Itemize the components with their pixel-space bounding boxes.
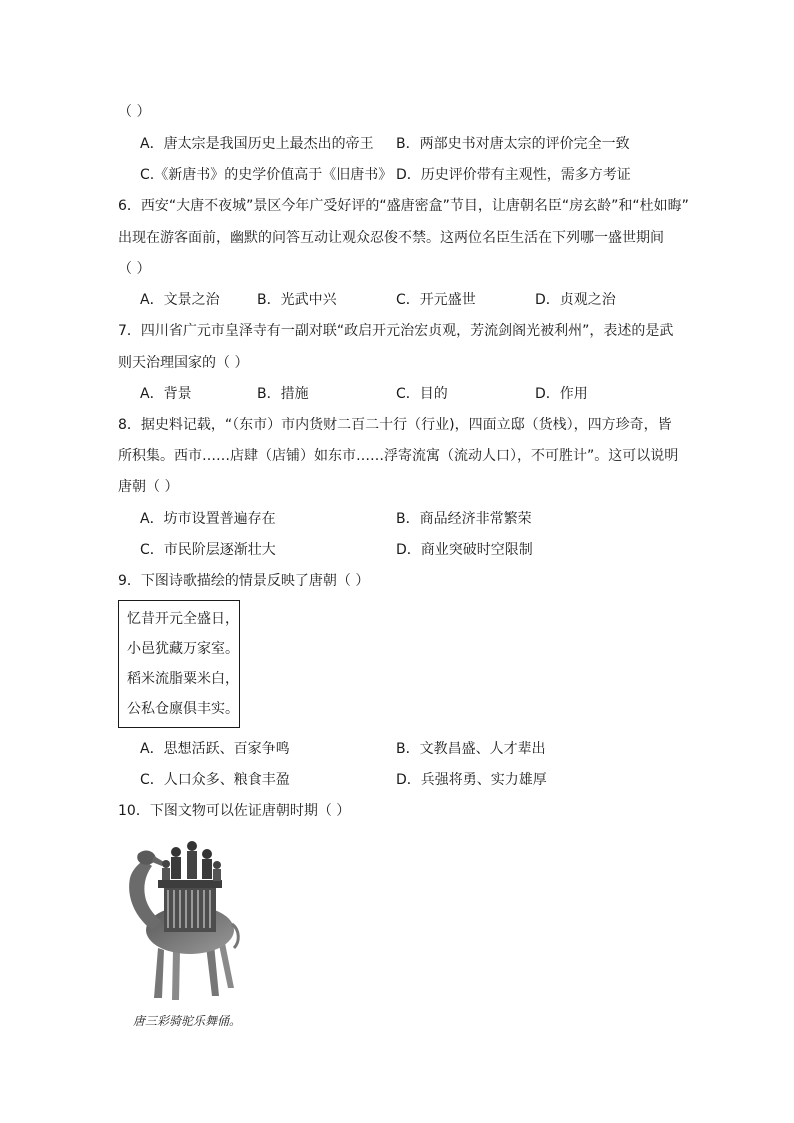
q8-option-d: D．商业突破时空限制 bbox=[396, 542, 533, 558]
q9-option-b: B．文教昌盛、人才辈出 bbox=[396, 741, 546, 757]
q7-stem-line1: 7．四川省广元市皇泽寺有一副对联“政启开元治宏贞观，芳流剑阁光被利州”，表述的是武 bbox=[118, 323, 674, 339]
q5-option-d: D．历史评价带有主观性，需多方考证 bbox=[396, 167, 631, 183]
q7-option-b: B．措施 bbox=[257, 386, 309, 402]
q5-paren: （ ） bbox=[118, 104, 151, 120]
q5-option-a: A．唐太宗是我国历史上最杰出的帝王 bbox=[140, 136, 374, 152]
q8-stem-line3: 唐朝（ ） bbox=[118, 479, 179, 495]
q6-paren: （ ） bbox=[118, 261, 151, 277]
q8-stem-line2: 所积集。西市……店肆（店铺）如东市……浮寄流寓（流动人口），不可胜计”。这可以说明 bbox=[118, 448, 679, 464]
q6-option-d: D．贞观之治 bbox=[535, 292, 616, 308]
q8-stem-line1: 8．据史料记载，“（东市）市内货财二百二十行（行业)，四面立邸（货栈），四方珍奇，皆 bbox=[118, 417, 672, 433]
poem-box bbox=[118, 600, 240, 728]
q6-option-a: A．文景之治 bbox=[140, 292, 220, 308]
q7-option-c: C．目的 bbox=[396, 386, 448, 402]
q10-stem: 10．下图文物可以佐证唐朝时期（ ） bbox=[118, 803, 351, 819]
q7-option-d: D．作用 bbox=[535, 386, 588, 402]
q8-option-c: C．市民阶层逐渐壮大 bbox=[140, 542, 276, 558]
q6-option-b: B．光武中兴 bbox=[257, 292, 337, 308]
q6-stem-line1: 6．西安“大唐不夜城”景区今年广受好评的“盛唐密盒”节目，让唐朝名臣“房玄龄”和“杜如晦” bbox=[118, 198, 689, 214]
q7-option-a: A．背景 bbox=[140, 386, 192, 402]
q9-option-d: D．兵强将勇、实力雄厚 bbox=[396, 772, 547, 788]
q9-stem: 9．下图诗歌描绘的情景反映了唐朝（ ） bbox=[118, 573, 370, 589]
q9-option-c: C．人口众多、粮食丰盈 bbox=[140, 772, 290, 788]
q8-option-b: B．商品经济非常繁荣 bbox=[396, 511, 532, 527]
q9-option-a: A．思想活跃、百家争鸣 bbox=[140, 741, 290, 757]
poem-line-4: 公私仓廪俱丰实。 bbox=[127, 701, 239, 717]
q6-option-c: C．开元盛世 bbox=[396, 292, 476, 308]
poem-line-2: 小邑犹藏万家室。 bbox=[127, 641, 239, 657]
poem-line-1: 忆昔开元全盛日， bbox=[127, 611, 239, 627]
q8-option-a: A．坊市设置普遍存在 bbox=[140, 511, 276, 527]
q6-stem-line2: 出现在游客面前，幽默的问答互动让观众忍俊不禁。这两位名臣生活在下列哪一盛世期间 bbox=[118, 230, 664, 246]
q5-option-b: B．两部史书对唐太宗的评价完全一致 bbox=[396, 136, 630, 152]
poem-line-3: 稻米流脂粟米白， bbox=[127, 671, 239, 687]
q5-option-c: C.《新唐书》的史学价值高于《旧唐书》 bbox=[140, 167, 393, 183]
figure-caption: 唐三彩骑驼乐舞俑。 bbox=[133, 1014, 242, 1028]
camel-figurine-image bbox=[118, 838, 243, 1010]
q7-stem-line2: 则天治理国家的（ ） bbox=[118, 355, 249, 371]
